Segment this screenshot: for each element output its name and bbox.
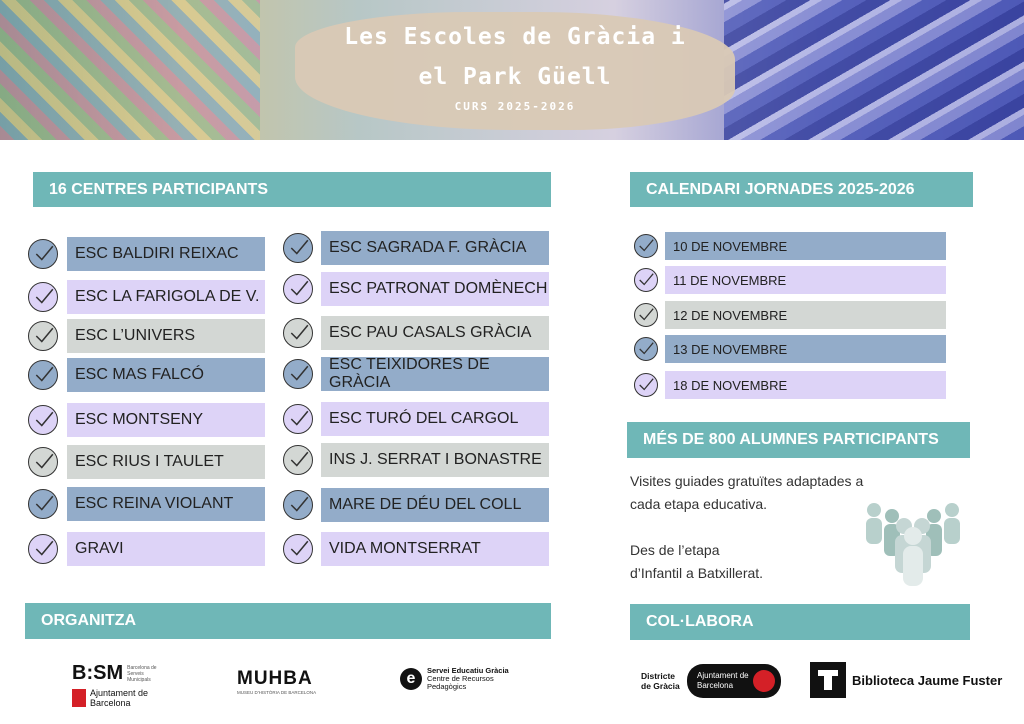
- servei-educatiu-logo: [400, 667, 517, 691]
- ajuntament-badge-text: Ajuntament de Barcelona: [697, 671, 749, 690]
- checkmark-icon: [28, 239, 58, 269]
- students-line2: cada etapa educativa.: [630, 496, 767, 512]
- students-description: [630, 470, 863, 585]
- calendar-date-label: 18 DE NOVEMBRE: [665, 371, 946, 399]
- centre-left-item: [28, 445, 265, 479]
- centre-left-label: ESC RIUS I TAULET: [67, 445, 265, 479]
- muhba-logo-text: MUHBA: [237, 668, 313, 689]
- header-banner: [0, 0, 1024, 140]
- centre-right-item: [283, 402, 549, 436]
- centre-left-item: [28, 403, 265, 437]
- checkmark-icon: [28, 405, 58, 435]
- servei-title: Servei Educatiu Gràcia: [427, 666, 509, 675]
- centre-right-item: [283, 532, 549, 566]
- bsm-logo: [72, 662, 161, 708]
- calendar-date-label: 11 DE NOVEMBRE: [665, 266, 946, 294]
- checkmark-icon: [283, 534, 313, 564]
- checkmark-icon: [634, 303, 658, 327]
- people-group-icon: [862, 500, 964, 586]
- checkmark-icon: [283, 445, 313, 475]
- calendar-date-label: 10 DE NOVEMBRE: [665, 232, 946, 260]
- checkmark-icon: [28, 321, 58, 351]
- students-line4: d’Infantil a Batxillerat.: [630, 565, 764, 581]
- checkmark-icon: [283, 274, 313, 304]
- checkmark-icon: [28, 447, 58, 477]
- districte-gracia-logo: [641, 664, 781, 698]
- checkmark-icon: [283, 233, 313, 263]
- centre-left-item: [28, 358, 265, 392]
- calendar-date-item: [634, 266, 946, 294]
- calendar-date-item: [634, 232, 946, 260]
- centre-right-item: [283, 316, 549, 350]
- centre-right-label: VIDA MONTSERRAT: [321, 532, 549, 566]
- centre-left-item: [28, 280, 265, 314]
- students-line3: Des de l’etapa: [630, 542, 720, 558]
- page-title-line1: Les Escoles de Gràcia i: [344, 24, 686, 50]
- centre-right-label: MARE DE DÉU DEL COLL: [321, 488, 549, 522]
- centre-left-label: ESC BALDIRI REIXAC: [67, 237, 265, 271]
- centre-left-item: [28, 319, 265, 353]
- ajuntament-badge: [687, 664, 781, 698]
- centre-right-label: ESC SAGRADA F. GRÀCIA: [321, 231, 549, 265]
- biblioteca-text: Biblioteca Jaume Fuster: [852, 672, 1003, 688]
- checkmark-icon: [28, 489, 58, 519]
- centre-left-label: ESC REINA VIOLANT: [67, 487, 265, 521]
- page-title-line2: el Park Güell: [418, 64, 612, 90]
- checkmark-icon: [283, 404, 313, 434]
- servei-subtitle: Centre de Recursos Pedagògics: [427, 674, 494, 691]
- centre-left-item: [28, 237, 265, 271]
- checkmark-icon: [634, 373, 658, 397]
- centres-heading: 16 CENTRES PARTICIPANTS: [33, 172, 551, 207]
- centre-right-label: INS J. SERRAT I BONASTRE: [321, 443, 549, 477]
- muhba-logo-caption: MUSEU D'HISTÒRIA DE BARCELONA: [237, 690, 317, 695]
- centre-right-label: ESC PATRONAT DOMÈNECH: [321, 272, 549, 306]
- students-heading: MÉS DE 800 ALUMNES PARTICIPANTS: [627, 422, 970, 458]
- biblioteca-logo: [810, 662, 1002, 698]
- centre-left-label: ESC MAS FALCÓ: [67, 358, 265, 392]
- calendar-date-label: 12 DE NOVEMBRE: [665, 301, 946, 329]
- centre-right-item: [283, 488, 549, 522]
- mosaic-image-left: [0, 0, 260, 140]
- checkmark-icon: [283, 359, 313, 389]
- centre-right-label: ESC TEIXIDORES DE GRÀCIA: [321, 357, 549, 391]
- centre-left-label: GRAVI: [67, 532, 265, 566]
- checkmark-icon: [283, 490, 313, 520]
- centre-left-item: [28, 532, 265, 566]
- centre-right-label: ESC TURÓ DEL CARGOL: [321, 402, 549, 436]
- checkmark-icon: [634, 337, 658, 361]
- bsm-logo-text: B:SM: [72, 662, 124, 684]
- centre-left-label: ESC LA FARIGOLA DE V.: [67, 280, 265, 314]
- checkmark-icon: [634, 234, 658, 258]
- centre-right-label: ESC PAU CASALS GRÀCIA: [321, 316, 549, 350]
- checkmark-icon: [28, 534, 58, 564]
- calendar-date-item: [634, 301, 946, 329]
- checkmark-icon: [28, 282, 58, 312]
- ajuntament-shield-icon: [72, 689, 86, 707]
- calendar-date-label: 13 DE NOVEMBRE: [665, 335, 946, 363]
- districte-text: Districte de Gràcia: [641, 671, 680, 691]
- centre-right-item: [283, 272, 549, 306]
- organitza-heading: ORGANITZA: [25, 603, 551, 639]
- muhba-logo: [237, 668, 316, 695]
- biblioteca-mark-icon: [810, 662, 846, 698]
- centre-left-item: [28, 487, 265, 521]
- centre-right-item: [283, 357, 549, 391]
- checkmark-icon: [28, 360, 58, 390]
- centre-left-label: ESC MONTSENY: [67, 403, 265, 437]
- checkmark-icon: [634, 268, 658, 292]
- ajuntament-emblem-icon: [753, 670, 775, 692]
- mosaic-image-right: [724, 0, 1024, 140]
- calendar-date-item: [634, 335, 946, 363]
- calendar-date-item: [634, 371, 946, 399]
- calendar-heading: CALENDARI JORNADES 2025-2026: [630, 172, 973, 207]
- centre-right-item: [283, 231, 549, 265]
- centre-right-item: [283, 443, 549, 477]
- servei-e-icon: e: [400, 668, 422, 690]
- bsm-logo-caption: Barcelona de Serveis Municipals: [127, 664, 157, 683]
- collabora-heading: COL·LABORA: [630, 604, 970, 640]
- students-line1: Visites guiades gratuïtes adaptades a: [630, 473, 864, 489]
- checkmark-icon: [283, 318, 313, 348]
- page-subtitle: CURS 2025-2026: [454, 100, 576, 113]
- ajuntament-text: Ajuntament de Barcelona: [90, 688, 149, 708]
- centre-left-label: ESC L’UNIVERS: [67, 319, 265, 353]
